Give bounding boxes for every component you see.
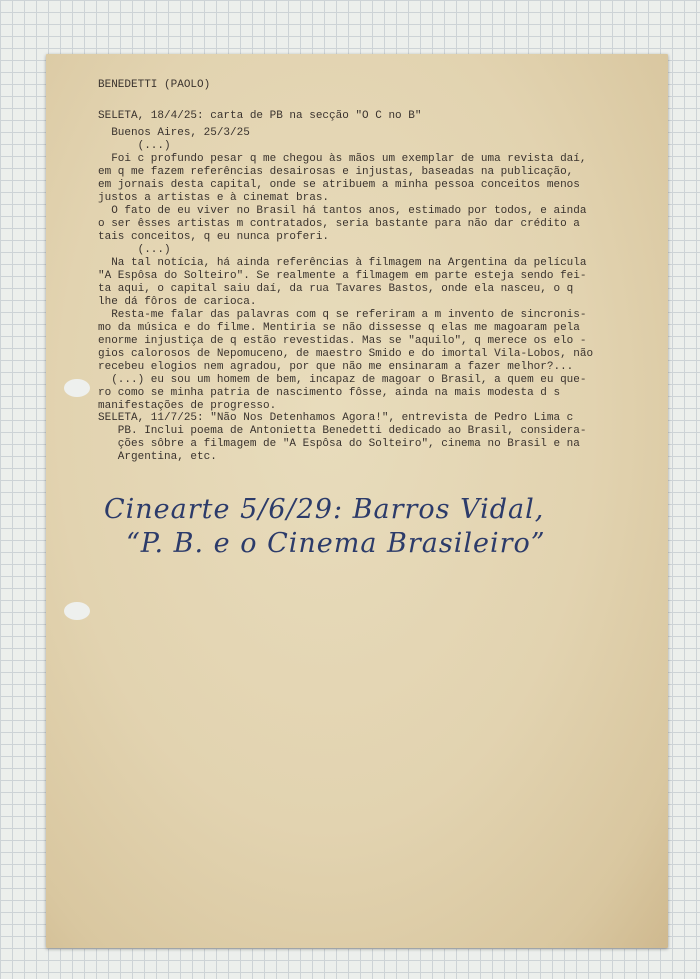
- letter-line: justos a artistas e à cinemat bras.: [98, 192, 330, 204]
- entry-header: BENEDETTI (PAOLO): [98, 79, 211, 91]
- letter-line: tais conceitos, q eu nunca proferi.: [98, 231, 330, 243]
- handwritten-note-line: Cinearte 5/6/29: Barros Vidal,: [104, 494, 545, 525]
- letter-line: enorme injustiça de q estão revestidas. Mas se "aquilo", q merece os elo -: [98, 335, 587, 347]
- reference-heading: SELETA, 18/4/25: carta de PB na secção "O C no B": [98, 110, 422, 122]
- letter-line: mo da música e do filme. Mentiria se não dissesse q elas me magoaram pela: [98, 322, 580, 334]
- punch-hole: [64, 602, 90, 620]
- document-page: [46, 54, 668, 948]
- letter-line: em q me fazem referências desairosas e injustas, baseadas na publicação,: [98, 166, 574, 178]
- reference-line: Argentina, etc.: [98, 451, 217, 463]
- letter-line: (...): [98, 140, 171, 152]
- handwritten-note-line: “P. B. e o Cinema Brasileiro”: [126, 528, 546, 559]
- letter-line: ro como se minha patria de nascimento fôsse, ainda na mais modesta d s: [98, 387, 561, 399]
- punch-hole: [64, 379, 90, 397]
- reference-line: PB. Inclui poema de Antonietta Benedetti dedicado ao Brasil, considera-: [98, 425, 587, 437]
- reference-line: SELETA, 11/7/25: "Não Nos Detenhamos Agora!", entrevista de Pedro Lima c: [98, 412, 574, 424]
- letter-line: Resta-me falar das palavras com q se referiram a m invento de sincronis-: [98, 309, 587, 321]
- letter-line: recebeu elogios nem agradou, por que não me ensinaram a fazer melhor?...: [98, 361, 574, 373]
- letter-line: (...): [98, 244, 171, 256]
- letter-line: lhe dá fôros de carioca.: [98, 296, 257, 308]
- letter-line: Buenos Aires, 25/3/25: [98, 127, 250, 139]
- letter-line: o ser êsses artistas m contratados, seria bastante para não dar crédito a: [98, 218, 580, 230]
- letter-line: ta aqui, o capital saiu daí, da rua Tavares Bastos, onde ela nasceu, o q: [98, 283, 574, 295]
- letter-line: manifestações de progresso.: [98, 400, 277, 412]
- letter-line: O fato de eu viver no Brasil há tantos anos, estimado por todos, e ainda: [98, 205, 587, 217]
- letter-line: Na tal notícia, há ainda referências à filmagem na Argentina da película: [98, 257, 587, 269]
- letter-line: "A Espôsa do Solteiro". Se realmente a filmagem em parte esteja sendo fei-: [98, 270, 587, 282]
- letter-line: em jornais desta capital, onde se atribuem a minha pessoa conceitos menos: [98, 179, 580, 191]
- letter-line: gios calorosos de Nepomuceno, de maestro Smido e do imortal Vila-Lobos, não: [98, 348, 594, 360]
- reference-line: ções sôbre a filmagem de "A Espôsa do Solteiro", cinema no Brasil e na: [98, 438, 580, 450]
- letter-line: (...) eu sou um homem de bem, incapaz de magoar o Brasil, a quem eu que-: [98, 374, 587, 386]
- letter-line: Foi c profundo pesar q me chegou às mãos um exemplar de uma revista daí,: [98, 153, 587, 165]
